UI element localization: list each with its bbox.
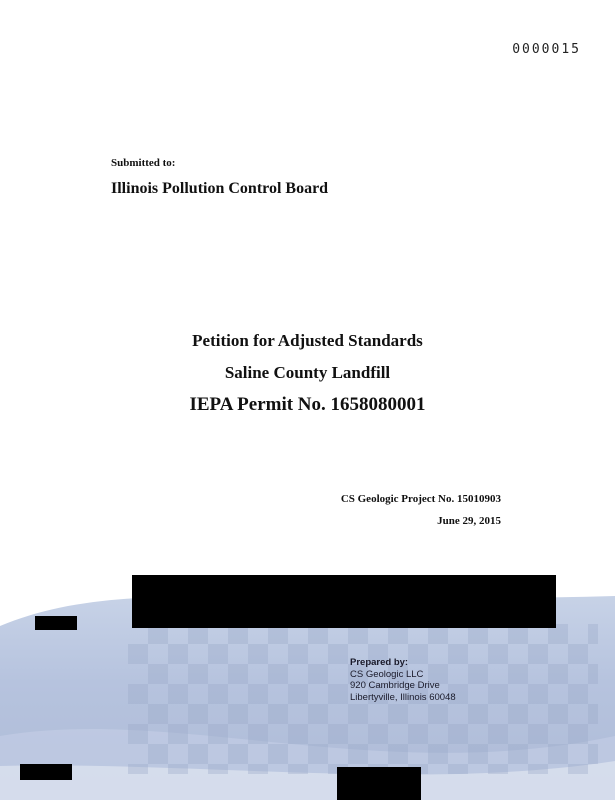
redaction-box: [337, 767, 421, 800]
title-line-2: Saline County Landfill: [224, 363, 391, 382]
document-title: [0, 330, 615, 426]
submitted-to-organization: Illinois Pollution Control Board: [111, 180, 329, 197]
title-line-3: IEPA Permit No. 1658080001: [189, 394, 426, 415]
project-date: June 29, 2015: [437, 515, 501, 527]
project-info: [341, 488, 501, 532]
prepared-by-street: 920 Cambridge Drive: [350, 680, 440, 691]
prepared-by-city: Libertyville, Illinois 60048: [350, 691, 456, 703]
redaction-box: [132, 575, 556, 628]
prepared-by-block: [350, 657, 456, 703]
prepared-by-header: Prepared by:: [350, 657, 409, 668]
prepared-by-company: CS Geologic LLC: [350, 668, 424, 680]
project-number: CS Geologic Project No. 15010903: [340, 493, 501, 505]
submitted-to-label: Submitted to:: [111, 157, 176, 169]
title-line-1: Petition for Adjusted Standards: [192, 331, 423, 350]
document-number: 0000015: [512, 42, 581, 57]
redaction-box: [35, 616, 77, 630]
redaction-box: [20, 764, 72, 780]
